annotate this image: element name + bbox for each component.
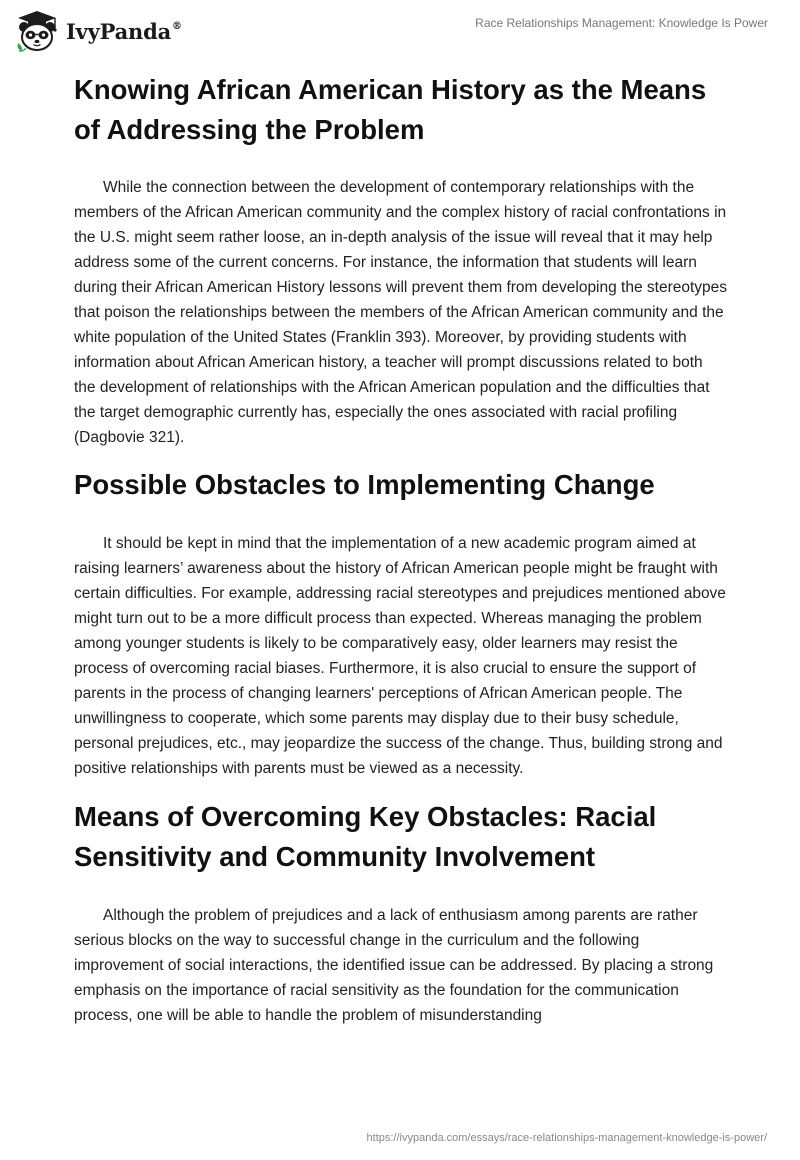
section-paragraph: Although the problem of prejudices and a lack of enthusiasm among parents are rather serious blocks on the way to successful change in the curriculum and the following improvement of social interactions, the identified issue can be addressed. By placing a strong emphasis on the importance of racial sensitivity as the foundation for the communication process, one will be able to handle the problem of misunderstanding bbox=[74, 907, 714, 1024]
ivypanda-logo[interactable] bbox=[14, 9, 182, 53]
section-heading: Possible Obstacles to Implementing Change bbox=[74, 469, 655, 500]
page-header bbox=[0, 0, 800, 60]
panda-graduate-icon bbox=[14, 9, 60, 53]
section-heading: Means of Overcoming Key Obstacles: Racial Sensitivity and Community Involvement bbox=[74, 801, 657, 872]
essay-content bbox=[74, 70, 728, 1028]
section-paragraph: It should be kept in mind that the implementation of a new academic program aimed at raising learners’ awareness about the history of African American people might be fraught with certain difficulties. For example, addressing racial stereotypes and prejudices mentioned above might turn out to be a more difficult process than expected. Whereas managing the problem among younger students is likely to be comparatively easy, older learners may resist the process of overcoming racial biases. Furthermore, it is also crucial to ensure the support of parents in the process of changing learners' perceptions of African American people. The unwillingness to cooperate, which some parents may display due to their busy schedule, personal prejudices, etc., may jeopardize the success of the change. Thus, building strong and positive relationships with parents must be viewed as a necessity. bbox=[74, 535, 726, 777]
section-heading: Knowing African American History as the Means of Addressing the Problem bbox=[74, 74, 707, 145]
source-url[interactable]: https://ivypanda.com/essays/race-relationships-management-knowledge-is-power/ bbox=[366, 1132, 767, 1144]
document-title: Race Relationships Management: Knowledge Is Power bbox=[475, 16, 768, 30]
section-paragraph: While the connection between the development of contemporary relationships with the members of the African American community and the complex history of racial confrontations in the U.S. might seem rather loose, an in-depth analysis of the issue will reveal that it may help address some of the current concerns. For instance, the information that students will learn during their African American History lessons will prevent them from developing the stereotypes that poison the relationships between the members of the African American community and the white population of the United States (Franklin 393). Moreover, by providing students with information about African American history, a teacher will prompt discussions related to both the development of relationships with the African American population and the difficulties that the target demographic currently has, especially the ones associated with racial profiling (Dagbovie 321). bbox=[74, 179, 728, 446]
logo-wordmark: IvyPanda® bbox=[66, 18, 182, 44]
